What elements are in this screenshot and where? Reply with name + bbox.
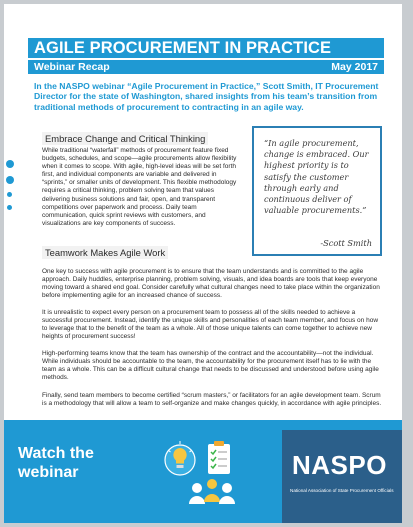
subtitle: Webinar Recap — [34, 61, 110, 73]
naspo-logo — [282, 430, 402, 523]
section-heading-teamwork: Teamwork Makes Agile Work — [42, 246, 168, 259]
teamwork-paragraph: One key to success with agile procurement is to ensure that the team understands and is committed to the agile approach. Daily huddles, enterprise planning, problem solving, visuals, and idea boards are tools that keep everyone moving toward a shared end goal. Consider carefully what cultural changes need to take place within the organization before implementing agile for an increased chance of success. — [42, 268, 380, 300]
quote-text: “In agile procurement, change is embraced. Our highest priority is to satisfy the customer through early and continuous deliver of valuable procurements.” — [264, 138, 369, 216]
team-icon — [189, 479, 235, 504]
dot-icon — [6, 160, 14, 168]
quote-author: -Scott Smith — [320, 238, 372, 248]
checklist-icon — [208, 441, 230, 474]
dot-icon — [7, 192, 12, 197]
dot-icon — [6, 176, 14, 184]
dot-icon — [7, 205, 12, 210]
quote-box — [252, 126, 382, 256]
intro-paragraph: In the NASPO webinar “Agile Procurement in Practice,” Scott Smith, IT Procurement Director for the state of Washington, shared insights from his team’s transition from traditional methods of procurement to contracting in an agile way. — [34, 81, 379, 112]
watch-webinar-link[interactable]: Watch the webinar — [18, 445, 94, 481]
naspo-logo-subtext: National Association of State Procurement Officials — [290, 488, 394, 493]
subtitle-bar — [28, 60, 384, 74]
date: May 2017 — [331, 61, 378, 73]
section-body-change: While traditional “waterfall” methods of procurement feature fixed budgets, schedules, and scope—agile procurements allow flexibility when it comes to scope. With agile, high-level ideas will be set forth first, and individual components are variable and delivered in “sprints,” or smaller units of development. This flexible methodology requires a critical thinking, problem solving team that values delivering business solutions and fair, open, and transparent competitions over paperwork and process. Daily team communication, quick sprint reviews with customers, and visualizations are key components of success. — [42, 147, 237, 227]
teamwork-paragraph: Finally, send team members to become certified “scrum masters,” or facilitators for an agile development team. Scrum is a methodology that will allow a team to self-organize and make changes quickly, in accordance with agile principles. — [42, 392, 382, 408]
lightbulb-icon — [165, 441, 195, 475]
decorative-dots — [4, 160, 18, 218]
teamwork-paragraph: It is unrealistic to expect every person on a procurement team to possess all of the skills needed to achieve a successful procurement. Instead, identify the unique skills and personalities of each team member, and focus on how to leverage that to the benefit of the team as a whole. All of those unique talents can come together to achieve new heights of procurement success! — [42, 309, 379, 341]
page — [4, 4, 402, 523]
page-title: AGILE PROCUREMENT IN PRACTICE — [28, 38, 384, 58]
footer-banner — [4, 420, 402, 523]
section-heading-change: Embrace Change and Critical Thinking — [42, 132, 208, 145]
teamwork-paragraph: High-performing teams know that the team has ownership of the contract and the accountability—not the individual. While individuals should be accountable to the team, the accountability for the procurement itself has to lie with the team as a whole. This can be a difficult cultural change that needs to be discussed and understood before using agile methods. — [42, 350, 379, 382]
footer-icons — [162, 438, 282, 513]
naspo-logo-text: NASPO — [292, 450, 387, 480]
